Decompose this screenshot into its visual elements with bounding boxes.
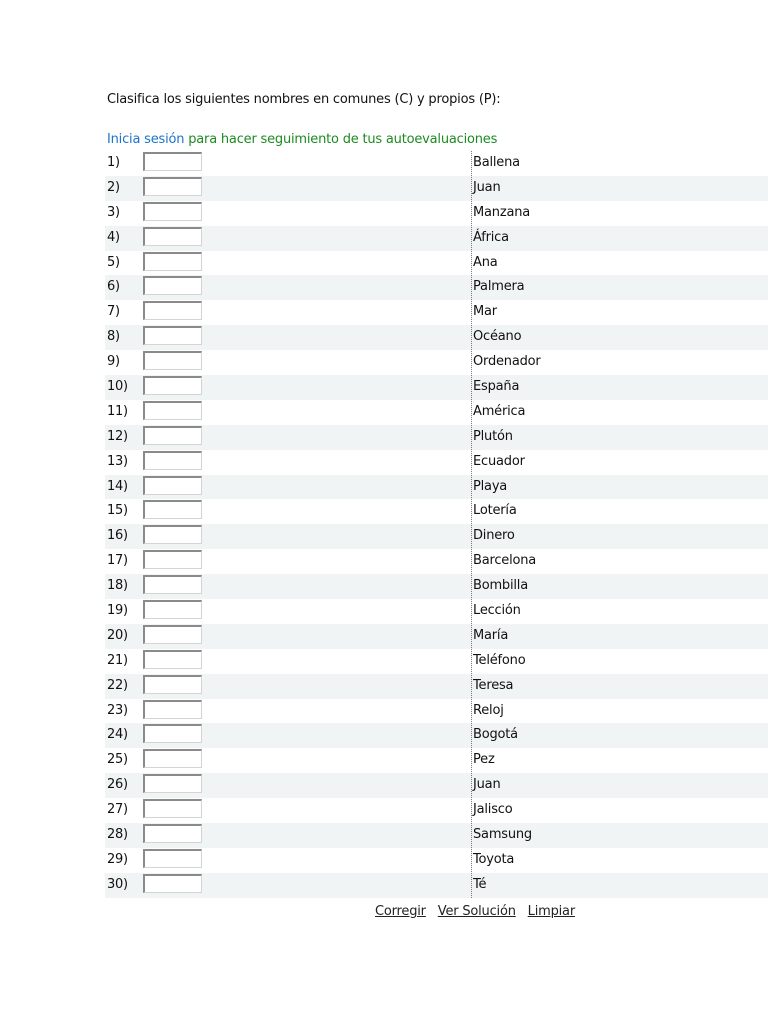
exercise-row [105, 823, 768, 848]
noun-word: Ana [473, 254, 498, 270]
correct-link[interactable]: Corregir [375, 904, 426, 919]
answer-input[interactable] [143, 301, 202, 320]
noun-word: Teléfono [473, 652, 526, 668]
answer-input[interactable] [143, 550, 202, 569]
item-number: 13) [107, 453, 128, 469]
item-number: 16) [107, 528, 128, 544]
noun-word: Reloj [473, 702, 504, 718]
item-number: 6) [107, 279, 120, 295]
exercise-row [105, 798, 768, 823]
exercise-row [105, 325, 768, 350]
exercise-row [105, 723, 768, 748]
exercise-row [105, 176, 768, 201]
exercise-row [105, 748, 768, 773]
exercise-row [105, 475, 768, 500]
exercise-row [105, 300, 768, 325]
item-number: 18) [107, 578, 128, 594]
item-number: 11) [107, 403, 128, 419]
item-number: 22) [107, 677, 128, 693]
noun-word: Té [473, 876, 487, 892]
noun-word: Juan [473, 777, 501, 793]
item-number: 5) [107, 254, 120, 270]
login-prompt [107, 132, 497, 147]
item-number: 1) [107, 155, 120, 170]
action-links [375, 904, 583, 919]
noun-word: Océano [473, 329, 522, 345]
answer-input[interactable] [143, 525, 202, 544]
exercise-row [105, 251, 768, 276]
exercise-row [105, 201, 768, 226]
exercise-row [105, 400, 768, 425]
login-link[interactable]: Inicia sesión [107, 132, 185, 147]
exercise-row [105, 773, 768, 798]
answer-input[interactable] [143, 401, 202, 420]
item-number: 12) [107, 428, 128, 444]
noun-word: Ordenador [473, 354, 541, 370]
exercise-row [105, 699, 768, 724]
answer-input[interactable] [143, 724, 202, 743]
exercise-row [105, 450, 768, 475]
item-number: 23) [107, 702, 128, 718]
answer-input[interactable] [143, 749, 202, 768]
item-number: 27) [107, 802, 128, 818]
answer-input[interactable] [143, 774, 202, 793]
exercise-row [105, 549, 768, 574]
item-number: 26) [107, 777, 128, 793]
item-number: 19) [107, 603, 128, 619]
item-number: 30) [107, 876, 128, 892]
exercise-row [105, 350, 768, 375]
noun-word: Manzana [473, 204, 531, 220]
exercise-row [105, 425, 768, 450]
column-divider [471, 151, 472, 898]
item-number: 28) [107, 827, 128, 843]
item-number: 29) [107, 851, 128, 867]
answer-input[interactable] [143, 376, 202, 395]
answer-input[interactable] [143, 675, 202, 694]
answer-input[interactable] [143, 451, 202, 470]
noun-word: Plutón [473, 428, 513, 444]
noun-word: Samsung [473, 827, 532, 843]
answer-input[interactable] [143, 227, 202, 246]
exercise-row [105, 599, 768, 624]
answer-input[interactable] [143, 252, 202, 271]
noun-word: Barcelona [473, 553, 537, 569]
answer-input[interactable] [143, 351, 202, 370]
exercise-list [105, 151, 768, 898]
exercise-instruction: Clasifica los siguientes nombres en comunes (C) y propios (P): [107, 92, 501, 107]
answer-input[interactable] [143, 849, 202, 868]
noun-word: Teresa [473, 677, 514, 693]
noun-word: Ecuador [473, 453, 525, 469]
clear-link[interactable]: Limpiar [527, 904, 575, 919]
exercise-row [105, 375, 768, 400]
exercise-row [105, 275, 768, 300]
exercise-row [105, 524, 768, 549]
noun-word: Pez [473, 752, 495, 768]
item-number: 25) [107, 752, 128, 768]
noun-word: Lección [473, 603, 521, 619]
login-prompt-text: para hacer seguimiento de tus autoevaluaciones [184, 132, 498, 147]
item-number: 3) [107, 204, 120, 220]
item-number: 24) [107, 727, 128, 743]
exercise-row [105, 499, 768, 524]
answer-input[interactable] [143, 575, 202, 594]
exercise-row [105, 574, 768, 599]
answer-input[interactable] [143, 177, 202, 196]
answer-input[interactable] [143, 476, 202, 495]
exercise-row [105, 226, 768, 251]
item-number: 8) [107, 329, 120, 345]
answer-input[interactable] [143, 700, 202, 719]
item-number: 7) [107, 304, 120, 320]
noun-word: Juan [473, 179, 501, 195]
noun-word: Lotería [473, 503, 517, 519]
item-number: 20) [107, 627, 128, 643]
noun-word: España [473, 379, 520, 395]
noun-word: Bogotá [473, 727, 518, 743]
item-number: 17) [107, 553, 128, 569]
answer-input[interactable] [143, 874, 202, 893]
answer-input[interactable] [143, 152, 202, 171]
answer-input[interactable] [143, 650, 202, 669]
noun-word: Playa [473, 478, 508, 494]
item-number: 2) [107, 179, 120, 195]
noun-word: Dinero [473, 528, 515, 544]
answer-input[interactable] [143, 600, 202, 619]
exercise-row [105, 674, 768, 699]
noun-word: Bombilla [473, 578, 528, 594]
item-number: 9) [107, 354, 120, 370]
answer-input[interactable] [143, 625, 202, 644]
noun-word: Toyota [473, 851, 515, 867]
noun-word: María [473, 627, 509, 643]
noun-word: Mar [473, 304, 497, 320]
answer-input[interactable] [143, 799, 202, 818]
show-solution-link[interactable]: Ver Solución [437, 904, 516, 919]
noun-word: Ballena [473, 155, 520, 170]
item-number: 21) [107, 652, 128, 668]
answer-input[interactable] [143, 326, 202, 345]
answer-input[interactable] [143, 276, 202, 295]
noun-word: América [473, 403, 526, 419]
answer-input[interactable] [143, 500, 202, 519]
exercise-row [105, 151, 768, 176]
exercise-row [105, 649, 768, 674]
noun-word: Palmera [473, 279, 525, 295]
answer-input[interactable] [143, 426, 202, 445]
item-number: 4) [107, 229, 120, 245]
answer-input[interactable] [143, 824, 202, 843]
item-number: 15) [107, 503, 128, 519]
item-number: 10) [107, 379, 128, 395]
exercise-row [105, 873, 768, 898]
item-number: 14) [107, 478, 128, 494]
exercise-row [105, 624, 768, 649]
noun-word: África [473, 229, 509, 245]
noun-word: Jalisco [473, 802, 513, 818]
answer-input[interactable] [143, 202, 202, 221]
exercise-row [105, 848, 768, 873]
